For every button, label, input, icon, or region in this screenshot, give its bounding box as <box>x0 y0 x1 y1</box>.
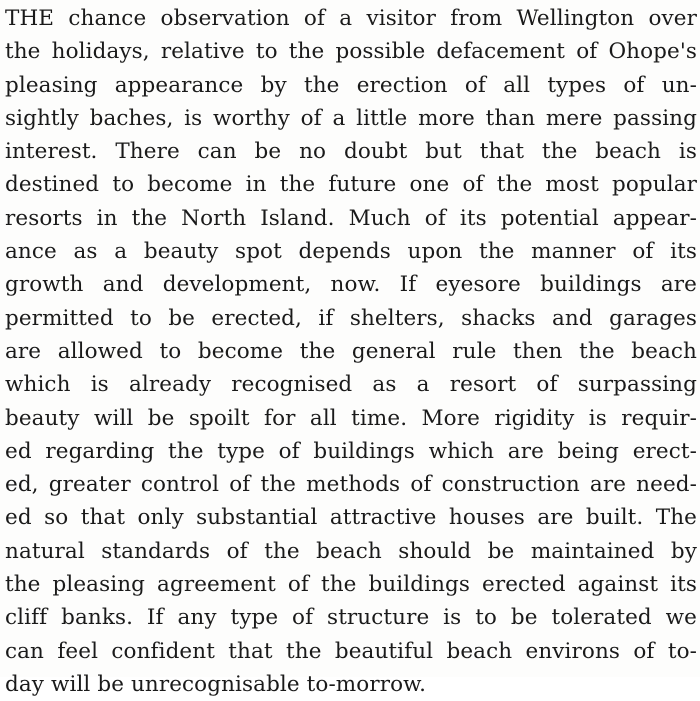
article-line: sightly baches, is worthy of a little more than mere passing <box>5 105 697 131</box>
article-line: interest. There can be no doubt but that the beach is <box>5 139 697 165</box>
article-line: THE chance observation of a visitor from Wellington over <box>5 6 697 31</box>
article-line: permitted to be erected, if shelters, shacks and garages <box>5 305 697 331</box>
article-line: ance as a beauty spot depends upon the manner of its <box>5 239 697 265</box>
article-text <box>5 2 697 701</box>
article-line: ed, greater control of the methods of construction are need- <box>5 472 697 498</box>
article-line: cliff banks. If any type of structure is to be tolerated we <box>5 605 697 631</box>
article-line: day will be unrecognisable to-morrow. <box>5 671 427 697</box>
article-line: which is already recognised as a resort of surpassing <box>5 372 697 398</box>
article-line: natural standards of the beach should be maintained by <box>5 538 697 564</box>
article-line: ed regarding the type of buildings which are being erect- <box>5 438 697 464</box>
article-line: beauty will be spoilt for all time. More rigidity is requir- <box>5 405 697 431</box>
article-line: can feel confident that the beautiful beach environs of to- <box>5 638 697 664</box>
article-line: destined to become in the future one of the most popular <box>5 172 697 198</box>
article-line: the pleasing agreement of the buildings erected against its <box>5 572 697 598</box>
article-line: pleasing appearance by the erection of all types of un- <box>5 72 697 98</box>
article-line: resorts in the North Island. Much of its potential appear- <box>5 205 697 231</box>
article-line: are allowed to become the general rule then the beach <box>5 338 697 364</box>
article-line: ed so that only substantial attractive houses are built. The <box>5 505 697 531</box>
article-line: the holidays, relative to the possible defacement of Ohope's <box>5 39 697 65</box>
article-line: growth and development, now. If eyesore buildings are <box>5 272 697 298</box>
